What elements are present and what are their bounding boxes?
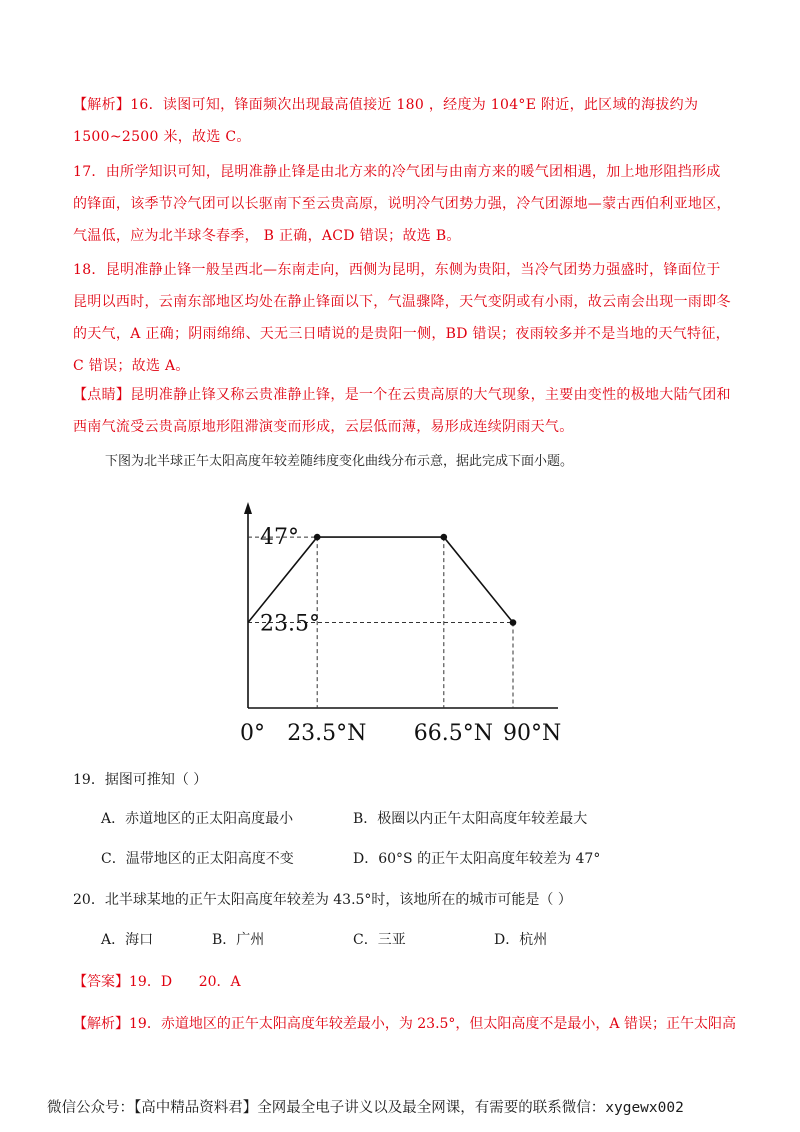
figure-intro: 下图为北半球正午太阳高度年较差随纬度变化曲线分布示意，据此完成下面小题。: [105, 454, 574, 469]
q19-option-d: D．60°S 的正午太阳高度年较差为 47°: [353, 851, 601, 867]
analysis-17: 17．由所学知识可知，昆明准静止锋是由北方来的冷气团与由南方来的暖气团相遇，加上地形阻挡形成的锋面，该季节冷气团可以长驱南下至云贵高原，说明冷气团势力强，冷气团源地—蒙古西伯利亚地区，气温低，应为北半球冬春季， B 正确，ACD 错误；故选 B。: [73, 164, 731, 244]
analysis-16-text: 16．读图可知，锋面频次出现最高值接近 180 ，经度为 104°E 附近，此区域的海拔约为 1500~2500 米，故选 C。: [73, 97, 699, 145]
question-20-stem: 20．北半球某地的正午太阳高度年较差为 43.5°时，该地所在的城市可能是（ ）: [73, 892, 572, 908]
y-tick-47: 47°: [260, 525, 299, 551]
q20-option-b: B．广州: [212, 932, 265, 948]
footer: [47, 1096, 684, 1117]
data-point-1: [314, 534, 321, 541]
analysis-16: [73, 89, 733, 153]
comment-tag: 【点睛】: [73, 387, 131, 403]
x-tick-2: 66.5°N: [413, 721, 494, 746]
answer-text: 19．D 20．A: [129, 974, 241, 990]
x-tick-3: 90°N: [503, 721, 562, 746]
analysis-19: [73, 1013, 736, 1033]
q19-option-b: B．极圈以内正午太阳高度年较差最大: [353, 811, 588, 827]
footer-prefix: 微信公众号：【高中精品资料君】全网最全电子讲义以及最全网课，有需要的联系微信：: [47, 1100, 606, 1116]
answer: [73, 971, 241, 991]
analysis-tag: 【解析】: [73, 97, 131, 113]
y-axis-arrow: [244, 502, 252, 514]
x-tick-0: 0°: [240, 721, 265, 746]
q19-option-a: A．赤道地区的正太阳高度最小: [101, 811, 294, 827]
data-point-2: [441, 534, 448, 541]
q20-option-d: D．杭州: [494, 932, 548, 948]
answer-tag: 【答案】: [73, 974, 129, 990]
footer-wechat-id: xygewx002: [605, 1100, 684, 1116]
y-tick-23-5: 23.5°: [260, 611, 320, 637]
analysis-19-tag: 【解析】: [73, 1016, 129, 1032]
data-point-3: [510, 619, 517, 626]
q19-option-c: C．温带地区的正太阳高度不变: [101, 851, 294, 867]
x-tick-1: 23.5°N: [287, 721, 367, 746]
q20-option-c: C．三亚: [353, 932, 406, 948]
question-19-stem: 19．据图可推知（ ）: [73, 772, 208, 788]
analysis-19-text: 19．赤道地区的正午太阳高度年较差最小，为 23.5°，但太阳高度不是最小，A 错误；正午太阳高: [129, 1016, 736, 1032]
analysis-18: 18．昆明准静止锋一般呈西北—东南走向，西侧为昆明，东侧为贵阳，当冷气团势力强盛时，锋面位于昆明以西时，云南东部地区均处在静止锋面以下，气温骤降，天气变阴或有小雨，故云南会出现一雨即冬的天气，A 正确；阴雨绵绵、天无三日晴说的是贵阳一侧，BD 错误；夜雨较多并不是当地的天气特征，C 错误；故选 A。: [73, 262, 731, 374]
comment-text: 昆明准静止锋又称云贵准静止锋，是一个在云贵高原的大气现象，主要由变性的极地大陆气团和西南气流受云贵高原地形阻滞演变而形成，云层低而薄，易形成连续阴雨天气。: [73, 387, 731, 435]
latitude-chart: [230, 498, 570, 748]
q20-option-a: A．海口: [101, 932, 154, 948]
comment: [73, 379, 733, 443]
